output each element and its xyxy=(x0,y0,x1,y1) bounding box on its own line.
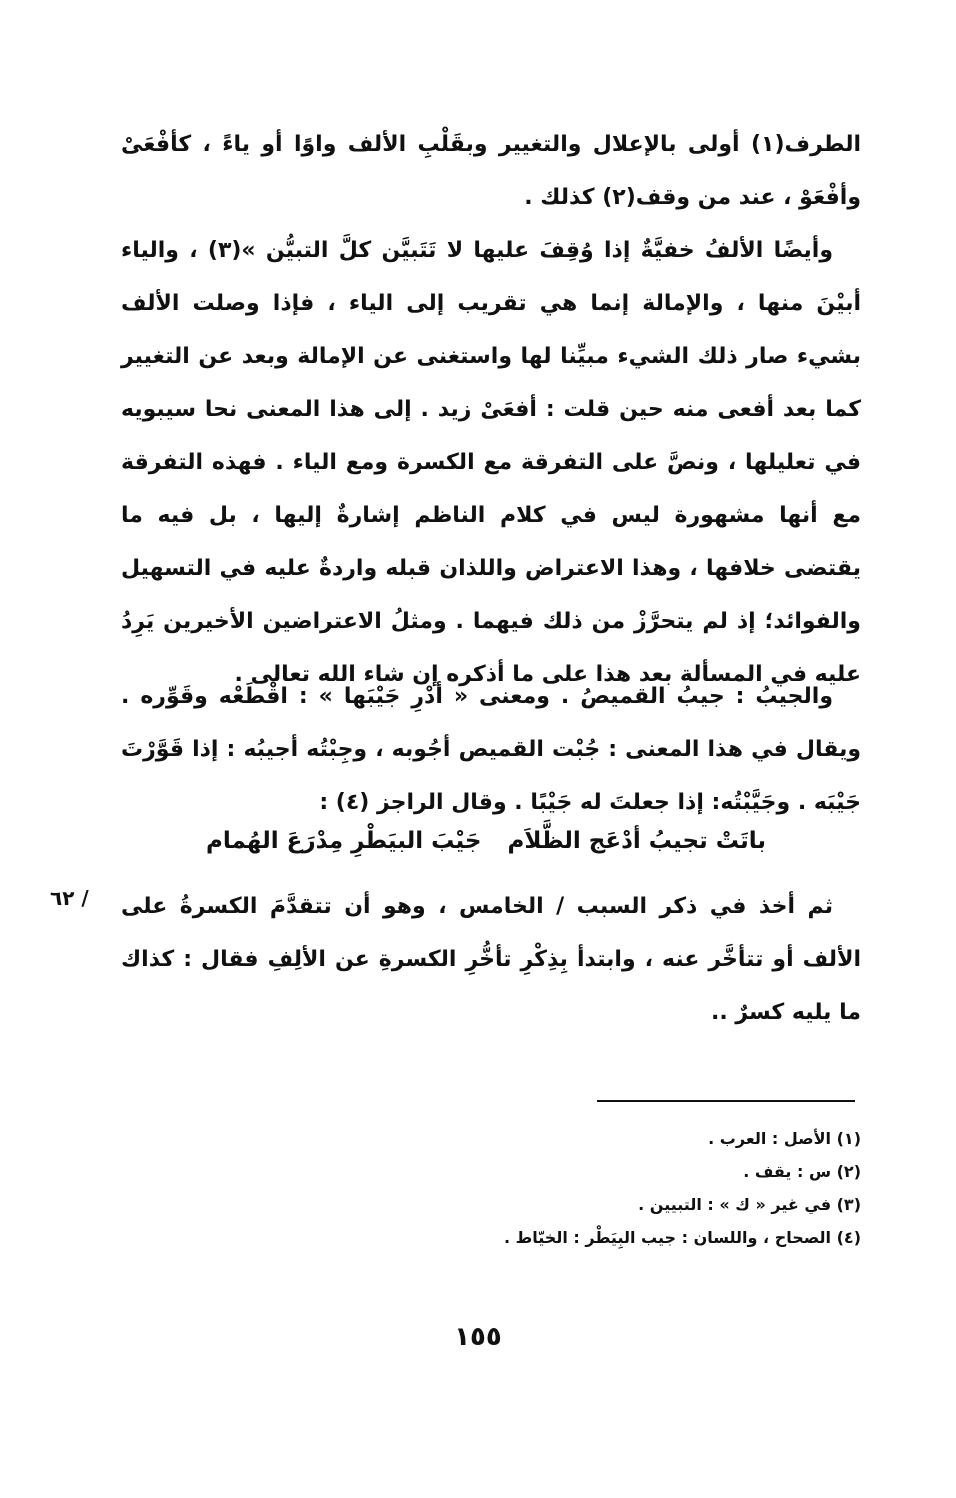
body-paragraph: الطرف(١) أولى بالإعلال والتغيير وبقَلْبِ الألف واوًا أو ياءً ، كأفْعَىْ وأفْعَوْ ، عند من وقف(٢) كذلك . xyxy=(121,132,861,210)
footnotes-list xyxy=(441,1122,861,1254)
verse-second-hemistich: جَيْبَ البيَطْرِ مِدْرَعَ الهُمام xyxy=(206,828,482,854)
body-paragraph: ثم أخذ في ذكر السبب / الخامس ، وهو أن تتقدَّمَ الكسرةُ على الألف أو تتأخَّر عنه ، وابتدأ بِذِكْرِ تأخُّرِ الكسرةِ عن الألِفِ فقال : كذاك ما يليه كسرٌ .. xyxy=(121,894,861,1025)
verse-first-hemistich: باتَتْ تجيبُ أدْعَج الظَّلاَم xyxy=(507,828,766,854)
footnote: (٢) س : يقف . xyxy=(743,1162,861,1181)
footnote: (٤) الصحاح ، واللسان : جيب البِيَطْر : الخيّاط . xyxy=(504,1228,861,1247)
body-paragraph: وأيضًا الألفُ خفيَّةٌ إذا وُقِفَ عليها لا تَتَبيَّن كلَّ التبيُّن »(٣) ، والياء أبيْنَ منها ، والإمالة إنما هي تقريب إلى الياء ، فإذا وصلت الألف بشيء صار ذلك الشيء مبيِّنا لها واستغنى عن الإمالة وبعد عن التغيير كما بعد أفعى منه حين قلت : أفعَىْ زيد . إلى هذا المعنى نحا سيبويه في تعليلها ، ونصَّ على التفرقة مع الكسرة ومع الياء . فهذه التفرقة مع أنها مشهورة ليس في كلام الناظم إشارةٌ إليها ، بل فيه ما يقتضى خلافها ، وهذا الاعتراض واللذان قبله واردةٌ عليه في التسهيل والفوائد؛ إذ لم يتحرَّزْ من ذلك فيهما . ومثلُ الاعتراضين الأخيرين يَرِدُ عليه في المسألة بعد هذا على ما أذكره إن شاء الله تعالى . xyxy=(121,238,861,687)
footnote: (١) الأصل : العرب . xyxy=(708,1129,861,1148)
footnote: (٣) في غير « ك » : التبيين . xyxy=(638,1195,861,1214)
manuscript-folio-marker: / ٦٢ xyxy=(50,886,89,910)
footnote-divider xyxy=(597,1100,855,1102)
poetry-verse xyxy=(206,828,766,854)
body-paragraph: والجيبُ : جيبُ القميصُ . ومعنى « أدْرِ جَيْبَها » : اقْطَعْه وقَوِّره . ويقال في هذا المعنى : جُبْت القميص أجُوبه ، وجِبْتُه أجيبُه : إذا قَوَّرْتَ جَيْبَه . وجَيَّبْتُه: إذا جعلتَ له جَيْبًا . وقال الراجز (٤) : xyxy=(121,684,861,815)
page-number: ١٥٥ xyxy=(454,1322,502,1352)
